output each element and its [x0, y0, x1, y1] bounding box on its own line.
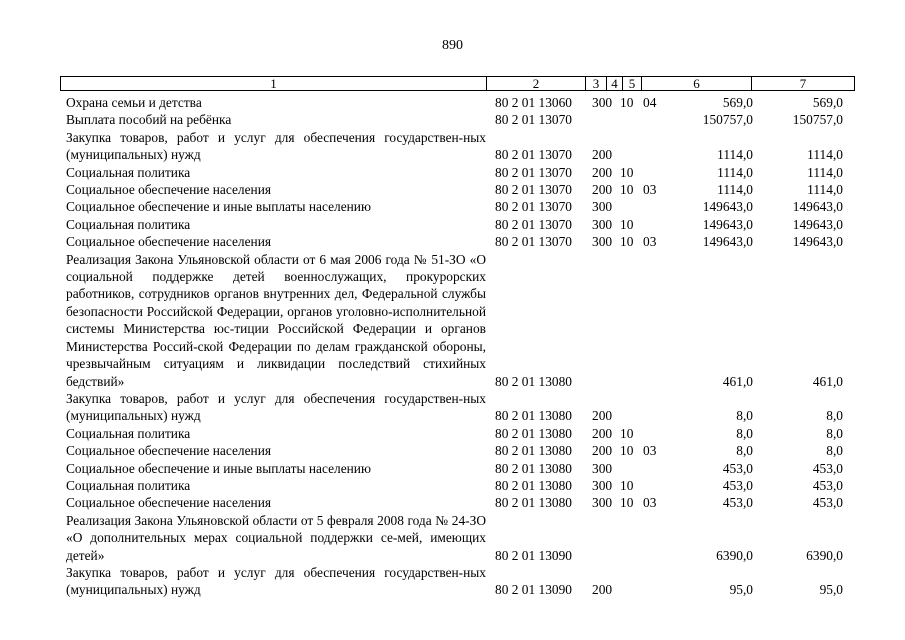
table-row: [0, 164, 905, 181]
row-vr: 300: [592, 216, 613, 232]
row-value-6: 453,0: [722, 495, 753, 511]
row-vr: 300: [592, 199, 613, 215]
header-col-2: 2: [487, 77, 586, 90]
table-row: [0, 111, 905, 128]
row-code: 80 2 01 13070: [495, 234, 572, 250]
row-name: Закупка товаров, работ и услуг для обеспечения государствен-ных (муниципальных) нужд: [66, 564, 486, 598]
row-value-6: 1114,0: [717, 147, 753, 163]
row-pr: 03: [643, 495, 657, 511]
row-value-7: 149643,0: [792, 216, 843, 232]
row-code: 80 2 01 13070: [495, 216, 572, 232]
row-pr: 03: [643, 234, 657, 250]
row-code: 80 2 01 13080: [495, 425, 572, 441]
table-row: [0, 251, 905, 390]
row-value-6: 453,0: [722, 477, 753, 493]
row-value-7: 1114,0: [807, 147, 843, 163]
row-name: Выплата пособий на ребёнка: [66, 112, 232, 128]
header-col-4: 4: [607, 77, 623, 90]
row-rz: 10: [620, 234, 634, 250]
row-name: Социальное обеспечение населения: [66, 443, 272, 459]
row-vr: 200: [592, 147, 613, 163]
row-value-6: 1114,0: [717, 182, 753, 198]
row-value-7: 569,0: [812, 95, 843, 110]
row-value-6: 8,0: [736, 443, 753, 459]
row-vr: 300: [592, 460, 613, 476]
row-name: Социальное обеспечение и иные выплаты населению: [66, 199, 371, 215]
row-value-7: 95,0: [819, 582, 843, 598]
row-rz: 10: [620, 164, 634, 180]
table-row: [0, 181, 905, 198]
row-value-7: 453,0: [812, 460, 843, 476]
row-value-6: 149643,0: [702, 216, 753, 232]
row-vr: 300: [592, 495, 613, 511]
row-value-6: 149643,0: [702, 199, 753, 215]
row-code: 80 2 01 13070: [495, 199, 572, 215]
table-row: [0, 94, 905, 111]
row-value-7: 8,0: [826, 408, 843, 424]
table-row: [0, 512, 905, 564]
row-value-6: 1114,0: [717, 164, 753, 180]
table-row: [0, 442, 905, 459]
row-code: 80 2 01 13080: [495, 443, 572, 459]
header-col-6: 6: [642, 77, 752, 90]
row-pr: 04: [643, 95, 657, 110]
row-code: 80 2 01 13070: [495, 147, 572, 163]
row-value-7: 453,0: [812, 477, 843, 493]
table-row: [0, 425, 905, 442]
table-row: [0, 390, 905, 425]
table-row: [0, 216, 905, 233]
row-name: Закупка товаров, работ и услуг для обеспечения государствен-ных (муниципальных) нужд: [66, 129, 486, 163]
row-code: 80 2 01 13070: [495, 182, 572, 198]
table-row: [0, 129, 905, 164]
row-value-6: 569,0: [722, 95, 753, 110]
row-value-7: 150757,0: [792, 112, 843, 128]
row-rz: 10: [620, 443, 634, 459]
row-vr: 200: [592, 408, 613, 424]
row-vr: 300: [592, 234, 613, 250]
row-code: 80 2 01 13070: [495, 164, 572, 180]
row-rz: 10: [620, 495, 634, 511]
row-name: Социальное обеспечение населения: [66, 182, 272, 198]
row-name: Социальная политика: [66, 425, 191, 441]
row-value-6: 453,0: [722, 460, 753, 476]
row-vr: 300: [592, 95, 613, 110]
row-value-7: 461,0: [812, 373, 843, 389]
row-code: 80 2 01 13080: [495, 408, 572, 424]
row-name: Социальная политика: [66, 216, 191, 232]
row-name: Реализация Закона Ульяновской области от 6 мая 2006 года № 51-ЗО «О социальной поддержке детей военнослужащих, прокурорских работников, сотрудников органов внутренних дел, Федеральной службы безопасности Российской Федерации, органов уголовно-исполнительной системы Министерства юс-тиции Российской Федерации и органов Министерства Россий-ской Федерации по делам гражданской обороны, чрезвычайным ситуациям и ликвидации последствий стихийных бедствий»: [66, 251, 486, 389]
row-name: Закупка товаров, работ и услуг для обеспечения государствен-ных (муниципальных) нужд: [66, 390, 486, 424]
row-vr: 200: [592, 182, 613, 198]
row-vr: 200: [592, 425, 613, 441]
row-code: 80 2 01 13090: [495, 547, 572, 563]
row-name: Социальное обеспечение населения: [66, 495, 272, 511]
row-value-6: 149643,0: [702, 234, 753, 250]
row-rz: 10: [620, 425, 634, 441]
row-value-7: 8,0: [826, 443, 843, 459]
row-value-7: 453,0: [812, 495, 843, 511]
header-col-3: 3: [586, 77, 607, 90]
row-rz: 10: [620, 95, 634, 110]
row-code: 80 2 01 13080: [495, 460, 572, 476]
row-value-6: 150757,0: [702, 112, 753, 128]
table-body: [0, 94, 905, 599]
header-col-5: 5: [623, 77, 642, 90]
table-row: [0, 233, 905, 250]
row-rz: 10: [620, 182, 634, 198]
row-vr: 300: [592, 477, 613, 493]
row-pr: 03: [643, 443, 657, 459]
table-header: [60, 76, 855, 91]
row-value-7: 8,0: [826, 425, 843, 441]
row-rz: 10: [620, 477, 634, 493]
row-value-6: 6390,0: [716, 547, 753, 563]
row-value-7: 6390,0: [806, 547, 843, 563]
header-col-7: 7: [799, 76, 807, 91]
row-vr: 200: [592, 164, 613, 180]
row-rz: 10: [620, 216, 634, 232]
row-pr: 03: [643, 182, 657, 198]
row-vr: 200: [592, 443, 613, 459]
table-row: [0, 494, 905, 511]
table-row: [0, 477, 905, 494]
row-value-6: 8,0: [736, 408, 753, 424]
header-col-1: 1: [61, 77, 487, 90]
row-name: Социальная политика: [66, 164, 191, 180]
row-value-7: 1114,0: [807, 182, 843, 198]
row-value-7: 149643,0: [792, 199, 843, 215]
row-code: 80 2 01 13080: [495, 495, 572, 511]
table-row: [0, 198, 905, 215]
row-value-6: 95,0: [729, 582, 753, 598]
row-code: 80 2 01 13060: [495, 95, 572, 110]
row-code: 80 2 01 13070: [495, 112, 572, 128]
row-value-6: 461,0: [722, 373, 753, 389]
row-value-6: 8,0: [736, 425, 753, 441]
row-name: Социальное обеспечение населения: [66, 234, 272, 250]
row-name: Социальное обеспечение и иные выплаты населению: [66, 460, 371, 476]
table-row: [0, 460, 905, 477]
row-name: Социальная политика: [66, 477, 191, 493]
row-value-7: 149643,0: [792, 234, 843, 250]
row-value-7: 1114,0: [807, 164, 843, 180]
row-vr: 200: [592, 582, 613, 598]
row-code: 80 2 01 13080: [495, 477, 572, 493]
row-name: Охрана семьи и детства: [66, 95, 202, 110]
row-name: Реализация Закона Ульяновской области от 5 февраля 2008 года № 24-ЗО «О дополнительных мерах социальной поддержки се-мей, имеющих детей»: [66, 512, 486, 563]
row-code: 80 2 01 13090: [495, 582, 572, 598]
row-code: 80 2 01 13080: [495, 373, 572, 389]
table-row: [0, 564, 905, 599]
page-number: 890: [442, 38, 463, 53]
